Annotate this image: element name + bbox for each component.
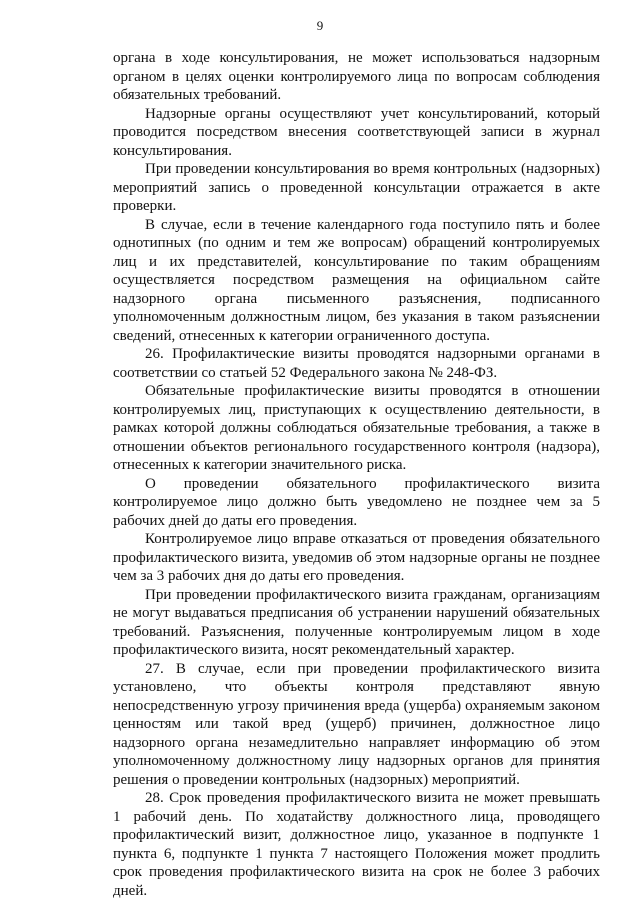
paragraph-consultation-continuation: органа в ходе консультирования, не может использоваться надзорным органом в целях оценки контролируемого лица по вопросам соблюдения обязательных требований. — [113, 50, 600, 103]
paragraph-mandatory-visits: Обязательные профилактические визиты проводятся в отношении контролируемых лиц, приступающих к осуществлению деятельности, в рамках которой должны соблюдаться обязательные требования, а также в отношении объектов регионального государственного контроля (надзора), отнесенных к категории значительного риска. — [113, 383, 600, 473]
paragraph-visit-refusal: Контролируемое лицо вправе отказаться от проведения обязательного профилактического визита, уведомив об этом надзорные органы не позднее чем за 3 рабочих дня до даты его проведения. — [113, 531, 600, 584]
paragraph-item-27: 27. В случае, если при проведении профилактического визита установлено, что объекты контроля представляют явную непосредственную угрозу причинения вреда (ущерба) охраняемым законом ценностям или такой вред (ущерб) причинен, должностное лицо надзорного органа незамедлительно направляет информацию об этом уполномоченному должностному лицу надзорных органов для принятия решения о проведении контрольных (надзорных) мероприятий. — [113, 660, 600, 788]
paragraph-consultation-during-inspection: При проведении консультирования во время контрольных (надзорных) мероприятий запись о проведенной консультации отражается в акте проверки. — [113, 161, 600, 214]
paragraph-consultation-repeated-requests: В случае, если в течение календарного года поступило пять и более однотипных (по одним и тем же вопросам) обращений контролируемых лиц и их представителей, консультирование по таким обращениям осуществляется посредством размещения на официальном сайте надзорного органа письменного разъяснения, подписанного уполномоченным должностным лицом, без указания в таком разъяснении сведений, отнесенных к категории ограниченного доступа. — [113, 216, 600, 344]
page-number: 9 — [316, 18, 324, 33]
paragraph-visit-no-orders: При проведении профилактического визита гражданам, организациям не могут выдаваться предписания об устранении нарушений обязательных требований. Разъяснения, полученные контролируемым лицом в ходе профилактического визита, носят рекомендательный характер. — [113, 586, 600, 658]
paragraph-item-28: 28. Срок проведения профилактического визита не может превышать 1 рабочий день. По ходатайству должностного лица, проводящего профилактический визит, должностное лицо, указанное в подпункте 1 пункта 6, подпункте 1 пункта 7 настоящего Положения может продлить срок проведения профилактического визита на срок не более 3 рабочих дней. — [113, 790, 600, 899]
document-body — [113, 49, 600, 900]
paragraph-item-26: 26. Профилактические визиты проводятся надзорными органами в соответствии со статьей 52 Федерального закона № 248-ФЗ. — [113, 346, 600, 381]
paragraph-visit-notification: О проведении обязательного профилактического визита контролируемое лицо должно быть уведомлено не позднее чем за 5 рабочих дней до даты его проведения. — [113, 475, 600, 529]
paragraph-consultation-accounting: Надзорные органы осуществляют учет консультирований, который проводится посредством внесения соответствующей записи в журнал консультирования. — [113, 105, 600, 159]
